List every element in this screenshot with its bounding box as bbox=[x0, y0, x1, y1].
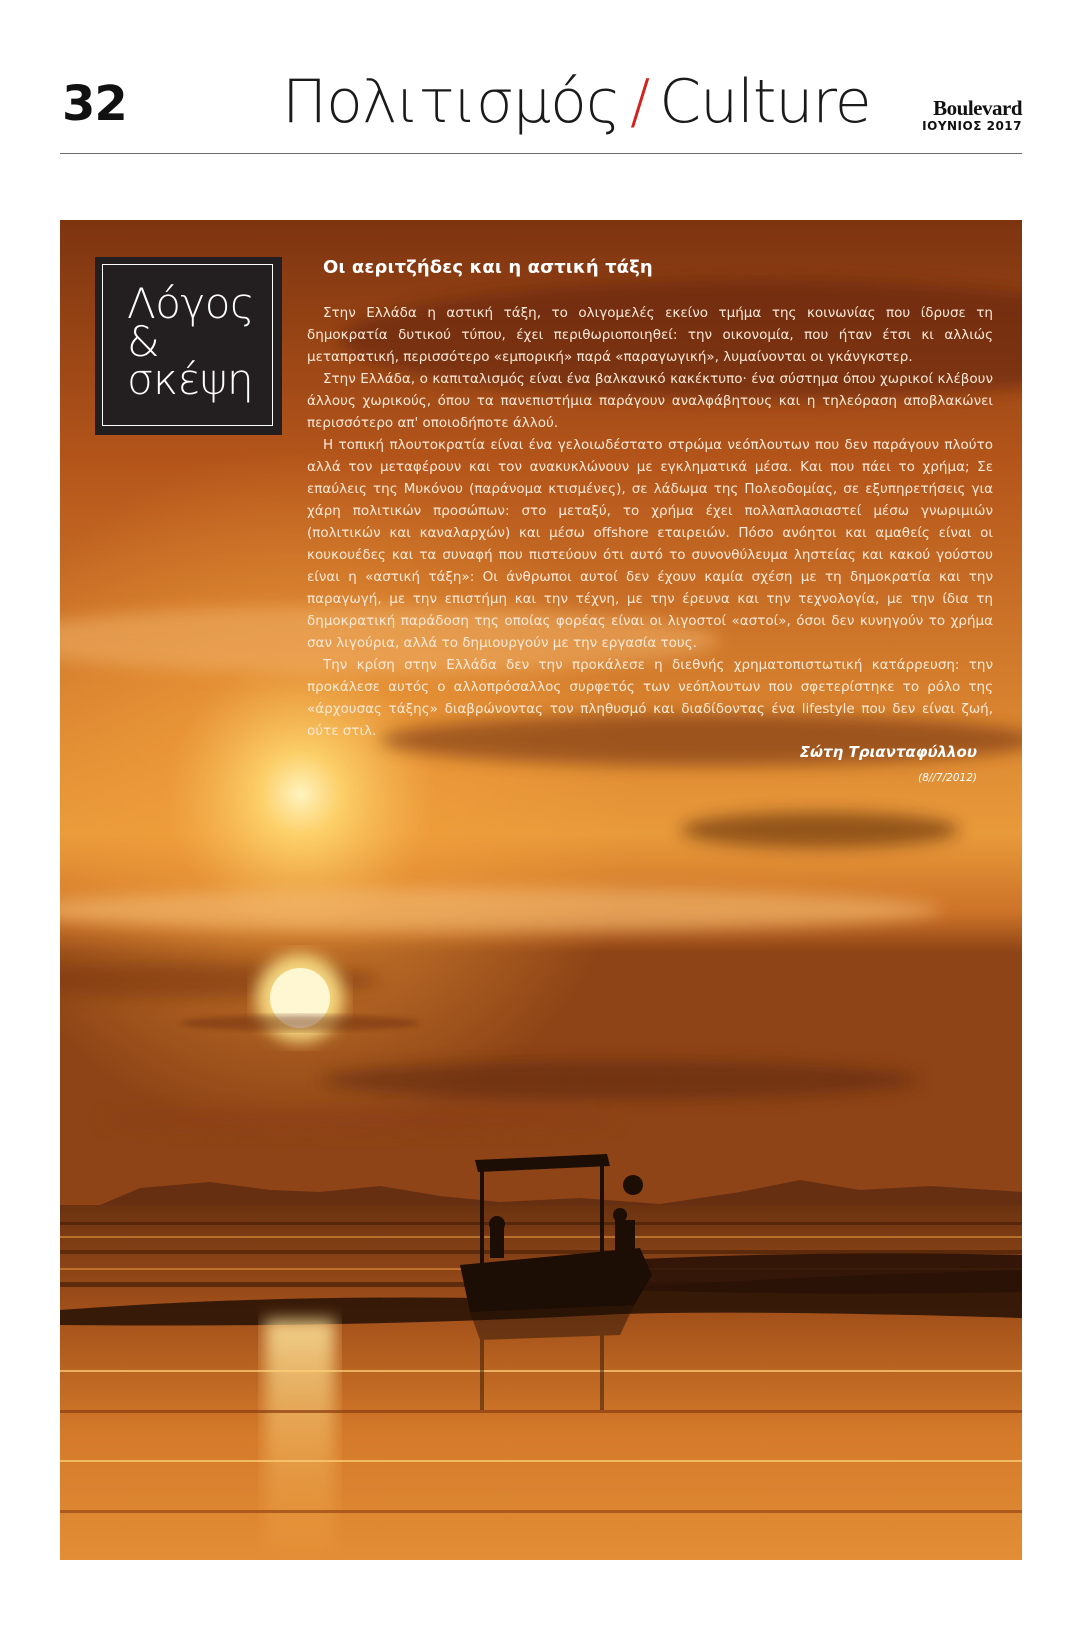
article-paragraph: Στην Ελλάδα η αστική τάξη, το ολιγομελές εκείνο τμήμα της κοινωνίας που ίδρυσε τη δημοκρατία δυτικού τύπου, έχει περιθωριοποιηθεί: την οικονομία, που ήταν έτσι κι αλλιώς μεταπρατική, περισσότερο «εμπορική» παρά «παραγωγική», λυμαίνονται οι γκάνγκστερ. bbox=[307, 305, 993, 365]
article-title: Οι αεριτζήδες και η αστική τάξη bbox=[323, 257, 653, 278]
section-title-separator: / bbox=[630, 67, 650, 137]
article-paragraph: Η τοπική πλουτοκρατία είναι ένα γελοιωδέστατο στρώμα νεόπλουτων που δεν παράγουν πλούτο αλλά τον μεταφέρουν και τον ανακυκλώνουν με εγκληματικά μέσα. Και που πάει το χρήμα; Σε επαύλεις της Μυκόνου (παράνομα κτισμένες), σε λάδωμα της Πολεοδομίας, σε εξυπηρετήσεις για χάρη πολιτικών προσώπων: στο μεταξύ, το χρήμα έχει πολλαπλασιαστεί μέσω γνωριμιών (πολιτικών και καναλαρχών) και μέσω offshore εταιρειών. Πόσο ανόητοι και αμαθείς είναι οι κουκουέδες και τα συναφή που πιστεύουν ότι αυτό το συνονθύλευμα ληστείας και κακού γούστου είναι η «αστική τάξη»: Οι άνθρωποι αυτοί δεν έχουν καμία σχέση με τη δημοκρατία και την παραγωγή, με την επιστήμη και την τέχνη, με την έρευνα και την τεχνολογία, με την ίδια τη δημοκρατική παράδοση της οποίας φορέας είναι οι λιγοστοί «αστοί», όσοι δεν κυνηγούν το χρήμα σαν λιγούρια, αλλά το δημιουργούν με την εργασία τους. bbox=[307, 437, 993, 651]
column-badge bbox=[95, 257, 282, 435]
column-badge-line-2: & bbox=[127, 317, 160, 366]
section-title bbox=[282, 67, 871, 137]
article-paragraph: Στην Ελλάδα, ο καπιταλισμός είναι ένα βαλκανικό κακέκτυπο· ένα σύστημα όπου χωρικοί κλέβουν άλλους χωρικούς, όπου τα πανεπιστήμια παράγουν αναλφάβητους και η τηλεόραση αποβλακώνει περισσότερο απ' οποιοδήποτε άλλού. bbox=[307, 371, 993, 431]
header-divider bbox=[60, 153, 1022, 154]
page-number: 32 bbox=[62, 76, 127, 132]
column-badge-line-1: Λόγος bbox=[127, 279, 255, 328]
magazine-brand bbox=[922, 98, 1022, 132]
column-badge-line-3: σκέψη bbox=[127, 355, 254, 404]
section-title-english: Culture bbox=[659, 67, 871, 137]
section-title-greek: Πολιτισμός bbox=[282, 67, 621, 137]
article-body bbox=[307, 302, 993, 742]
column-badge-frame bbox=[102, 264, 273, 426]
article-paragraph: Την κρίση στην Ελλάδα δεν την προκάλεσε η διεθνής χρηματοπιστωτική κατάρρευση: την προκάλεσε αυτός ο αλλοπρόσαλλος συρφετός των νεόπλουτων που σφετερίστηκε το ρόλο της «άρχουσας τάξης» διαβρώνοντας τον πληθυσμό και διαδίδοντας ένα lifestyle που δεν είναι ζωή, ούτε στιλ. bbox=[307, 657, 993, 739]
brand-name: Boulevard bbox=[933, 96, 1022, 120]
issue-date: ΙΟΥΝΙΟΣ 2017 bbox=[922, 119, 1022, 133]
article-date: (8//7/2012) bbox=[918, 772, 977, 784]
article-author: Σώτη Τριανταφύλλου bbox=[799, 743, 977, 761]
